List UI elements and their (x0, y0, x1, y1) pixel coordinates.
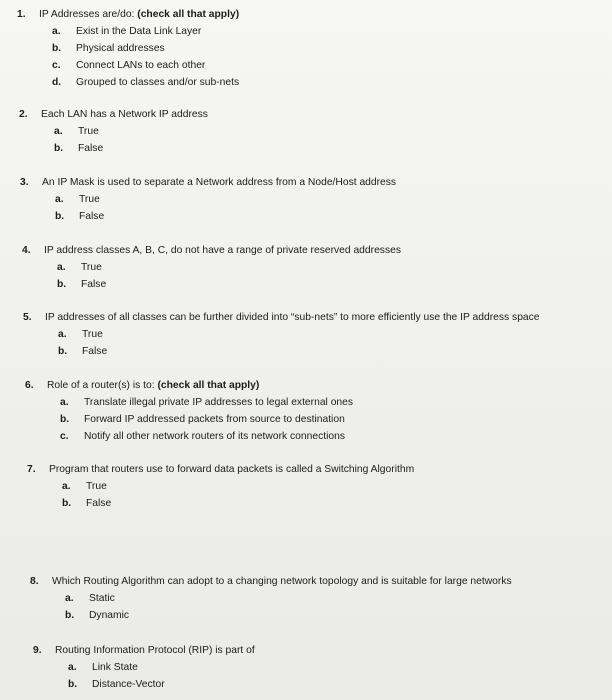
question-text: Each LAN has a Network IP address (41, 109, 208, 120)
option-a: a. Exist in the Data Link Layer (52, 26, 202, 37)
option-d: d. Grouped to classes and/or sub-nets (52, 77, 240, 88)
question-text: Which Routing Algorithm can adopt to a changing network topology and is suitable for large networks (52, 576, 512, 587)
question-text: Role of a router(s) is to: (check all that apply) (47, 380, 260, 391)
question-3 (20, 174, 396, 225)
question-6 (25, 377, 353, 445)
option-b: b. False (62, 498, 112, 509)
option-a: a. True (54, 126, 99, 137)
question-8 (30, 573, 512, 624)
question-number: 8. (30, 576, 39, 587)
option-a: a. True (55, 194, 100, 205)
option-a: a. Link State (68, 662, 138, 673)
question-2 (19, 106, 208, 157)
option-a: a. Translate illegal private IP addresses to legal external ones (60, 397, 354, 408)
option-b: b. False (54, 143, 104, 154)
question-number: 9. (33, 645, 42, 656)
option-b: b. Physical addresses (52, 43, 165, 54)
question-instruction: (check all that apply) (157, 380, 260, 391)
option-a: a. Static (65, 593, 115, 604)
option-b: b. Dynamic (65, 610, 130, 621)
question-1 (17, 6, 239, 91)
option-a: a. True (57, 262, 102, 273)
question-number: 4. (22, 245, 31, 256)
question-number: 2. (19, 109, 28, 120)
question-number: 3. (20, 177, 29, 188)
question-text: Routing Information Protocol (RIP) is part of (55, 645, 255, 656)
question-number: 6. (25, 380, 34, 391)
option-a: a. True (58, 329, 103, 340)
option-b: b. False (55, 211, 105, 222)
option-b: b. Distance-Vector (68, 679, 165, 690)
option-b: b. Forward IP addressed packets from source to destination (60, 414, 345, 425)
option-c: c. Notify all other network routers of its network connections (60, 431, 345, 442)
option-c: c. Connect LANs to each other (52, 60, 206, 71)
question-text: An IP Mask is used to separate a Network address from a Node/Host address (42, 177, 397, 188)
question-text: IP address classes A, B, C, do not have a range of private reserved addresses (44, 245, 401, 256)
question-number: 1. (17, 9, 26, 20)
question-number: 5. (23, 312, 32, 323)
question-9 (33, 642, 255, 693)
question-text: Program that routers use to forward data packets is called a Switching Algorithm (49, 464, 415, 475)
question-text: IP addresses of all classes can be further divided into “sub-nets” to more efficiently use the IP address space (45, 312, 540, 323)
question-7 (27, 461, 414, 512)
question-text: IP Addresses are/do: (check all that apply) (39, 9, 240, 20)
option-a: a. True (62, 481, 107, 492)
question-instruction: (check all that apply) (137, 9, 240, 20)
question-5 (23, 309, 540, 360)
option-b: b. False (58, 346, 108, 357)
question-4 (22, 242, 401, 293)
option-b: b. False (57, 279, 107, 290)
question-number: 7. (27, 464, 36, 475)
